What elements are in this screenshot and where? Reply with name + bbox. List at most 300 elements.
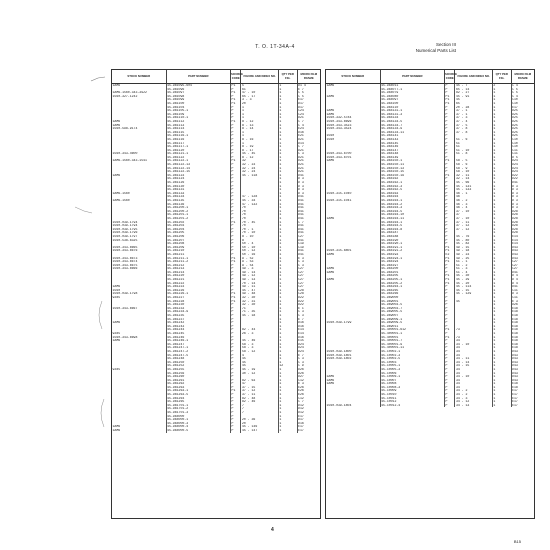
microfilm-cell: D21 (298, 170, 304, 174)
qty-cell: 1 (492, 350, 511, 354)
qty-cell: 1 (278, 239, 297, 243)
stock-number-cell: 1AM6-1560-343-1541 (112, 159, 166, 163)
qty-cell: 1 (492, 404, 511, 408)
stock-number-cell: 1560-343-6665 (112, 246, 166, 250)
part-number-cell: 45-964205 (380, 274, 444, 278)
microfilm-cell: E18 (512, 324, 518, 328)
part-number-cell: 45-961201-1 (166, 213, 230, 217)
microfilm-cell: C 7 (298, 400, 304, 404)
part-number-cell: 45-400001-11 (380, 346, 444, 350)
source-code-cell: P (445, 267, 455, 271)
source-code-cell: P (231, 375, 241, 379)
qty-cell: 1 (278, 292, 297, 296)
source-code-cell: P (445, 203, 455, 207)
qty-cell: 1 (278, 372, 297, 376)
qty-cell: 1 (492, 282, 511, 286)
source-code-cell: P (445, 156, 455, 160)
qty-cell: 1 (278, 350, 297, 354)
qty-cell: 1 (278, 339, 297, 343)
part-number-cell: 45-961211-2 (166, 260, 230, 264)
qty-cell: 1 (278, 203, 297, 207)
stock-number-cell: 1AM6 (326, 379, 380, 383)
part-number-cell: 45-961117 (166, 142, 230, 146)
figure-index-cell: 45 - 66 (455, 181, 492, 185)
qty-cell: 1 (278, 131, 297, 135)
part-number-cell: 45-961246 (166, 336, 230, 340)
figure-index-cell: 51 (455, 142, 492, 146)
microfilm-cell: E18 (512, 310, 518, 314)
parts-table-left (111, 69, 321, 519)
part-number-cell: 45-964205-1 (380, 278, 444, 282)
qty-cell: 1 (278, 228, 297, 232)
microfilm-cell: D43 (512, 364, 518, 368)
figure-index-cell: 65 (455, 102, 492, 106)
figure-index-cell: 58 - 3 (241, 346, 278, 350)
qty-cell: 1 (492, 149, 511, 153)
stock-number-cell: 1560-315-6801 (326, 249, 380, 253)
figure-index-cell: 34 (455, 354, 492, 358)
part-number-cell: 45-961202 (166, 221, 230, 225)
qty-cell: 1 (278, 425, 297, 429)
microfilm-cell: D16 (298, 421, 304, 425)
source-code-cell: P (445, 354, 455, 358)
qty-cell: 1 (492, 296, 511, 300)
qty-cell: 1 (278, 224, 297, 228)
microfilm-cell: E14 (512, 242, 518, 246)
qty-cell: 1 (278, 145, 297, 149)
qty-cell: 1 (492, 328, 511, 332)
part-number-cell: 45-10008 (380, 382, 444, 386)
source-code-cell: P (231, 124, 241, 128)
source-code-cell: P1 (445, 257, 455, 261)
qty-cell: 1 (278, 418, 297, 422)
part-number-cell: 45-961122 (166, 156, 230, 160)
part-number-cell: 45-400001-9 (380, 343, 444, 347)
part-number-cell: 45-964134-11 (380, 131, 444, 135)
qty-cell: 1 (278, 231, 297, 235)
source-code-cell: P (231, 228, 241, 232)
source-code-cell: P1 (445, 249, 455, 253)
qty-cell: 1 (492, 199, 511, 203)
qty-cell: 1 (492, 368, 511, 372)
qty-cell: 1 (492, 393, 511, 397)
source-code-cell: P (445, 400, 455, 404)
source-code-cell: P (231, 314, 241, 318)
source-code-cell: P (231, 307, 241, 311)
source-code-cell: P (445, 310, 455, 314)
source-code-cell: P (445, 192, 455, 196)
part-number-cell: 45-964197 (380, 264, 444, 268)
part-number-cell: 45-961226-1 (166, 292, 230, 296)
microfilm-cell: C12 (298, 378, 304, 382)
part-number-cell: 45-964077-1 (380, 88, 444, 92)
figure-index-cell: 34 (455, 350, 492, 354)
qty-cell: 1 (492, 88, 511, 92)
qty-cell: 1 (278, 310, 297, 314)
source-code-cell: P1 (231, 98, 241, 102)
part-number-cell: 45-961136 (166, 203, 230, 207)
microfilm-cell: E 7 (298, 317, 304, 321)
microfilm-cell: D25 (512, 119, 518, 123)
figure-index-cell: 45 - 34 (241, 199, 278, 203)
microfilm-cell: D41 (512, 270, 518, 274)
microfilm-cell: D 3 (512, 199, 518, 202)
qty-cell: 1 (492, 246, 511, 250)
microfilm-cell: D41 (298, 224, 304, 228)
source-code-cell: P (231, 397, 241, 401)
microfilm-cell: C27 (298, 270, 304, 274)
source-code-cell: P (445, 195, 455, 199)
source-code-cell: P (231, 379, 241, 383)
source-code-cell: P (231, 289, 241, 293)
part-number-cell: 45-961243 (166, 325, 230, 329)
microfilm-cell: D 3 (512, 188, 518, 192)
figure-index-cell: 4 (241, 354, 278, 358)
microfilm-cell: C12 (298, 396, 304, 400)
source-code-cell: P (445, 127, 455, 131)
source-code-cell: P (445, 113, 455, 117)
figure-index-cell: 1 (241, 113, 278, 117)
figure-index-cell: 51 - 4 (455, 271, 492, 275)
microfilm-cell: D43 (512, 367, 518, 371)
figure-index-cell: 82 - 27 (455, 91, 492, 95)
source-code-cell: P (445, 224, 455, 228)
microfilm-cell: E26 (298, 393, 304, 397)
page-number: 4 (271, 527, 274, 533)
qty-cell: 2 (492, 84, 511, 88)
microfilm-cell: C27 (298, 281, 304, 285)
part-number-cell: 45-964100 (380, 102, 444, 106)
microfilm-cell: D12 (298, 411, 304, 415)
qty-cell: 1 (492, 389, 511, 393)
figure-index-cell: 49 - 15 (455, 246, 492, 250)
microfilm-cell: D43 (512, 360, 518, 364)
source-code-cell: P (231, 336, 241, 340)
qty-cell: 1 (492, 239, 511, 243)
qty-cell: 1 (278, 210, 297, 214)
figure-index-cell: 34 (455, 368, 492, 372)
figure-index-cell: 37 - 8 (455, 131, 492, 135)
microfilm-cell: E 3 (298, 256, 304, 260)
qty-cell: 1 (492, 167, 511, 171)
qty-cell: 1 (278, 221, 297, 225)
figure-index-cell: 58 - 9 (455, 167, 492, 171)
source-code-cell: P (445, 84, 455, 88)
part-number-cell: 45-964164-8 (380, 228, 444, 232)
figure-index-cell: 45 - 91 (455, 95, 492, 99)
figure-index-cell: 32 - 24 (241, 170, 278, 174)
figure-index-cell: 1 (241, 134, 278, 138)
figure-index-cell: 34 - 2 (455, 389, 492, 393)
source-code-cell: P (445, 149, 455, 153)
microfilm-cell: C19 (298, 242, 304, 246)
part-number-cell: 45-964201 (380, 271, 444, 275)
microfilm-cell: D25 (512, 112, 518, 116)
figure-index-cell: 45 (455, 300, 492, 304)
part-number-cell: 45-964080 (380, 95, 444, 99)
stock-number-cell: 1560-039-1794 (112, 224, 166, 228)
microfilm-cell: C27 (512, 263, 518, 267)
microfilm-cell: C11 (512, 288, 518, 292)
figure-index-cell: 71 - 35 (241, 310, 278, 314)
microfilm-cell: D41 (298, 216, 304, 220)
part-number-cell: 45-961105-1 (166, 109, 230, 113)
margin-mark (74, 205, 94, 215)
qty-cell: 1 (278, 253, 297, 257)
part-number-cell: 45-964150-19 (380, 174, 444, 178)
part-number-cell: 45-961248 (166, 357, 230, 361)
figure-index-cell: 45 (241, 364, 278, 368)
figure-index-cell: 20 (241, 422, 278, 426)
figure-index-cell: 82 - 44 (241, 328, 278, 332)
source-code-cell: P (445, 188, 455, 192)
part-number-cell: 45-961109 (166, 113, 230, 117)
microfilm-cell: E18 (512, 331, 518, 335)
figure-index-cell: 1 (241, 131, 278, 135)
qty-cell: 1 (492, 332, 511, 336)
part-number-cell: 45-961214 (166, 271, 230, 275)
microfilm-cell: D 3 (512, 184, 518, 188)
qty-cell: 1 (492, 242, 511, 246)
part-number-cell: 45-961095-604 (166, 84, 230, 88)
source-code-cell: P1 (445, 336, 455, 340)
source-code-cell: P (231, 404, 241, 408)
part-number-cell: 45-961233 (166, 307, 230, 311)
figure-index-cell: 34 (455, 386, 492, 390)
part-number-cell: 45-961230 (166, 303, 230, 307)
part-number-cell: 45-964141 (380, 134, 444, 138)
source-code-cell: P (445, 177, 455, 181)
figure-index-cell: 46 - 4 (455, 206, 492, 210)
microfilm-cell: C 3 (298, 152, 304, 156)
figure-index-cell: 32 - 23 (241, 163, 278, 167)
figure-index-cell: 45 - 114 (455, 285, 492, 289)
figure-index-cell: 37 - 4 (455, 120, 492, 124)
source-code-cell: P1 (445, 174, 455, 178)
figure-index-cell: 34 - 3 (455, 397, 492, 401)
stock-number-cell: 1560-039-1800 (326, 350, 380, 354)
part-number-cell: 45-961114 (166, 127, 230, 131)
microfilm-cell: C10 (512, 101, 518, 105)
qty-cell: 1 (278, 88, 297, 92)
part-number-cell: 45-964000-3 (166, 422, 230, 426)
part-number-cell: 45-969007 (380, 314, 444, 318)
source-code-cell: P (445, 375, 455, 379)
source-code-cell: P (445, 307, 455, 311)
source-code-cell: P (231, 339, 241, 343)
stock-number-cell: 1AM6 (326, 267, 380, 271)
source-code-cell: P (445, 350, 455, 354)
figure-index-cell: 7 (241, 407, 278, 411)
microfilm-cell: E26 (298, 389, 304, 393)
microfilm-cell: D24 (512, 170, 518, 174)
microfilm-cell: D 4 (512, 281, 518, 285)
source-code-cell: P (231, 185, 241, 189)
figure-index-cell: 45 - 146 (241, 425, 278, 429)
microfilm-cell: D25 (512, 134, 518, 138)
source-code-cell: P (231, 109, 241, 113)
part-number-cell: 45-964164-3 (380, 206, 444, 210)
figure-index-cell: 73 (455, 328, 492, 332)
part-number-cell: 45-961135 (166, 199, 230, 203)
part-number-cell: 45-961261 (166, 379, 230, 383)
qty-cell: 1 (492, 152, 511, 156)
qty-cell: 1 (278, 303, 297, 307)
qty-cell: 1 (278, 271, 297, 275)
part-number-cell: 45-964164-1 (380, 221, 444, 225)
qty-cell: 1 (278, 185, 297, 189)
stock-number-cell: 1560-039-1801 (326, 354, 380, 358)
microfilm-cell: E 1 (298, 306, 304, 310)
qty-cell: 1 (278, 199, 297, 203)
source-code-cell: P (445, 303, 455, 307)
source-code-cell: P (445, 271, 455, 275)
figure-index-cell: 46 (455, 195, 492, 199)
microfilm-cell: C10 (512, 98, 518, 102)
figure-index-cell: 45 - 82 (455, 242, 492, 246)
part-number-cell: 45-964164-10 (380, 213, 444, 217)
microfilm-cell: C 5 (512, 87, 518, 91)
figure-index-cell: 34 (455, 379, 492, 383)
microfilm-cell: D25 (512, 123, 518, 127)
part-number-cell: 45-961247-5 (166, 354, 230, 358)
qty-cell: 1 (278, 328, 297, 332)
microfilm-cell: D22 (298, 296, 304, 300)
qty-cell: 1 (492, 285, 511, 289)
part-number-cell: 45-964134-5 (380, 120, 444, 124)
source-code-cell: P (231, 113, 241, 117)
microfilm-cell: C 5 (512, 91, 518, 95)
microfilm-cell: E 7 (298, 87, 304, 91)
source-code-cell: P1 (231, 389, 241, 393)
part-number-cell: 45-961244 (166, 328, 230, 332)
microfilm-cell: E18 (512, 335, 518, 339)
microfilm-cell: D43 (512, 371, 518, 375)
figure-index-cell: 32 - 14 (455, 177, 492, 181)
figure-index-cell: 45 - 20 (455, 282, 492, 286)
qty-cell: 1 (278, 98, 297, 102)
microfilm-cell: E 3 (512, 299, 518, 303)
qty-cell: 1 (492, 278, 511, 282)
figure-index-cell: 45 - 19 (241, 368, 278, 372)
source-code-cell: P (231, 131, 241, 135)
source-code-cell: P (445, 106, 455, 110)
stock-number-cell: 1AM6 (112, 321, 166, 325)
qty-cell: 1 (492, 224, 511, 228)
stock-number-cell: 1AM6 (112, 339, 166, 343)
source-code-cell: P (231, 343, 241, 347)
figure-index-cell: 45 - 76 (455, 235, 492, 239)
qty-cell: 1 (278, 260, 297, 264)
stock-number-cell: 1AM6 (326, 95, 380, 99)
figure-index-cell: 1 (241, 142, 278, 146)
microfilm-cell: C 3 (298, 360, 304, 364)
figure-index-cell: 70 - 14 (241, 282, 278, 286)
part-number-cell: 45-961246-1 (166, 339, 230, 343)
source-code-cell: P (231, 242, 241, 246)
microfilm-cell: E18 (512, 314, 518, 317)
microfilm-cell: E18 (512, 317, 518, 321)
source-code-cell: P (445, 289, 455, 293)
figure-index-cell: 49 - 18 (455, 249, 492, 253)
part-number-cell: 45-10012 (380, 400, 444, 404)
figure-index-cell: 58 - 10 (455, 170, 492, 174)
stock-number-cell: 1560-039-1804 (326, 404, 380, 408)
qty-cell: 1 (492, 185, 511, 189)
microfilm-cell: C27 (512, 267, 518, 271)
qty-cell: 1 (278, 192, 297, 196)
microfilm-cell: D24 (298, 342, 304, 346)
part-number-cell: 45-961210 (166, 249, 230, 253)
microfilm-cell: E17 (512, 403, 518, 407)
microfilm-cell: D22 (512, 173, 518, 177)
microfilm-cell: D41 (298, 195, 304, 199)
microfilm-cell: E17 (512, 400, 518, 404)
source-code-cell: P (445, 185, 455, 189)
figure-index-cell: 73 (455, 336, 492, 340)
stock-number-cell: 1560-343-3523 (326, 124, 380, 128)
source-code-cell: P (445, 138, 455, 142)
qty-cell: 1 (492, 271, 511, 275)
source-code-cell: P (445, 210, 455, 214)
source-code-cell: P (231, 142, 241, 146)
part-number-cell: 45-964148 (380, 152, 444, 156)
col-part-number: PART NUMBER (166, 70, 230, 84)
figure-index-cell: 32 - 24 (241, 167, 278, 171)
source-code-cell: P (231, 116, 241, 120)
source-code-cell: P (445, 235, 455, 239)
figure-index-cell: 34 (455, 339, 492, 343)
source-code-cell: P (231, 321, 241, 325)
microfilm-cell: E17 (298, 425, 304, 429)
part-number-cell: 45-964191-1 (380, 246, 444, 250)
figure-index-cell: 45 (241, 361, 278, 365)
source-code-cell: P (231, 239, 241, 243)
stock-number-cell: 1560-343-6667 (112, 307, 166, 311)
figure-index-cell: 37 - 1 (455, 113, 492, 117)
figure-index-cell: 34 (455, 382, 492, 386)
col-microfilm: MICRO FILM FRAME (297, 70, 320, 84)
microfilm-cell: C24 (298, 112, 304, 116)
source-code-cell: P (231, 282, 241, 286)
figure-index-cell: 49 - 11 (241, 285, 278, 289)
microfilm-cell: D1 4 (298, 83, 306, 87)
figure-index-cell: 50 - 10 (241, 246, 278, 250)
microfilm-cell: D43 (512, 378, 518, 382)
qty-cell: 1 (278, 188, 297, 192)
qty-cell: 1 (278, 138, 297, 142)
part-number-cell: 45-961250 (166, 361, 230, 365)
figure-index-cell: 9 - 52 (241, 257, 278, 261)
qty-cell: 1 (278, 181, 297, 185)
source-code-cell: P (445, 152, 455, 156)
part-number-cell: 45-964190-1 (380, 242, 444, 246)
qty-cell: 1 (492, 192, 511, 196)
qty-cell: 1 (278, 318, 297, 322)
qty-cell: 1 (278, 156, 297, 160)
qty-cell: 1 (278, 300, 297, 304)
source-code-cell: P (445, 142, 455, 146)
qty-cell: 1 (492, 181, 511, 185)
stock-number-cell: 1AM6 (112, 425, 166, 429)
part-number-cell: 45-964266 (380, 292, 444, 296)
qty-cell: 1 (278, 382, 297, 386)
stock-number-cell: 1AM6 (112, 120, 166, 124)
stock-number-cell: 1560-343-6676 (112, 249, 166, 253)
qty-cell: 1 (492, 174, 511, 178)
qty-cell: 1 (492, 307, 511, 311)
source-code-cell: P (231, 328, 241, 332)
